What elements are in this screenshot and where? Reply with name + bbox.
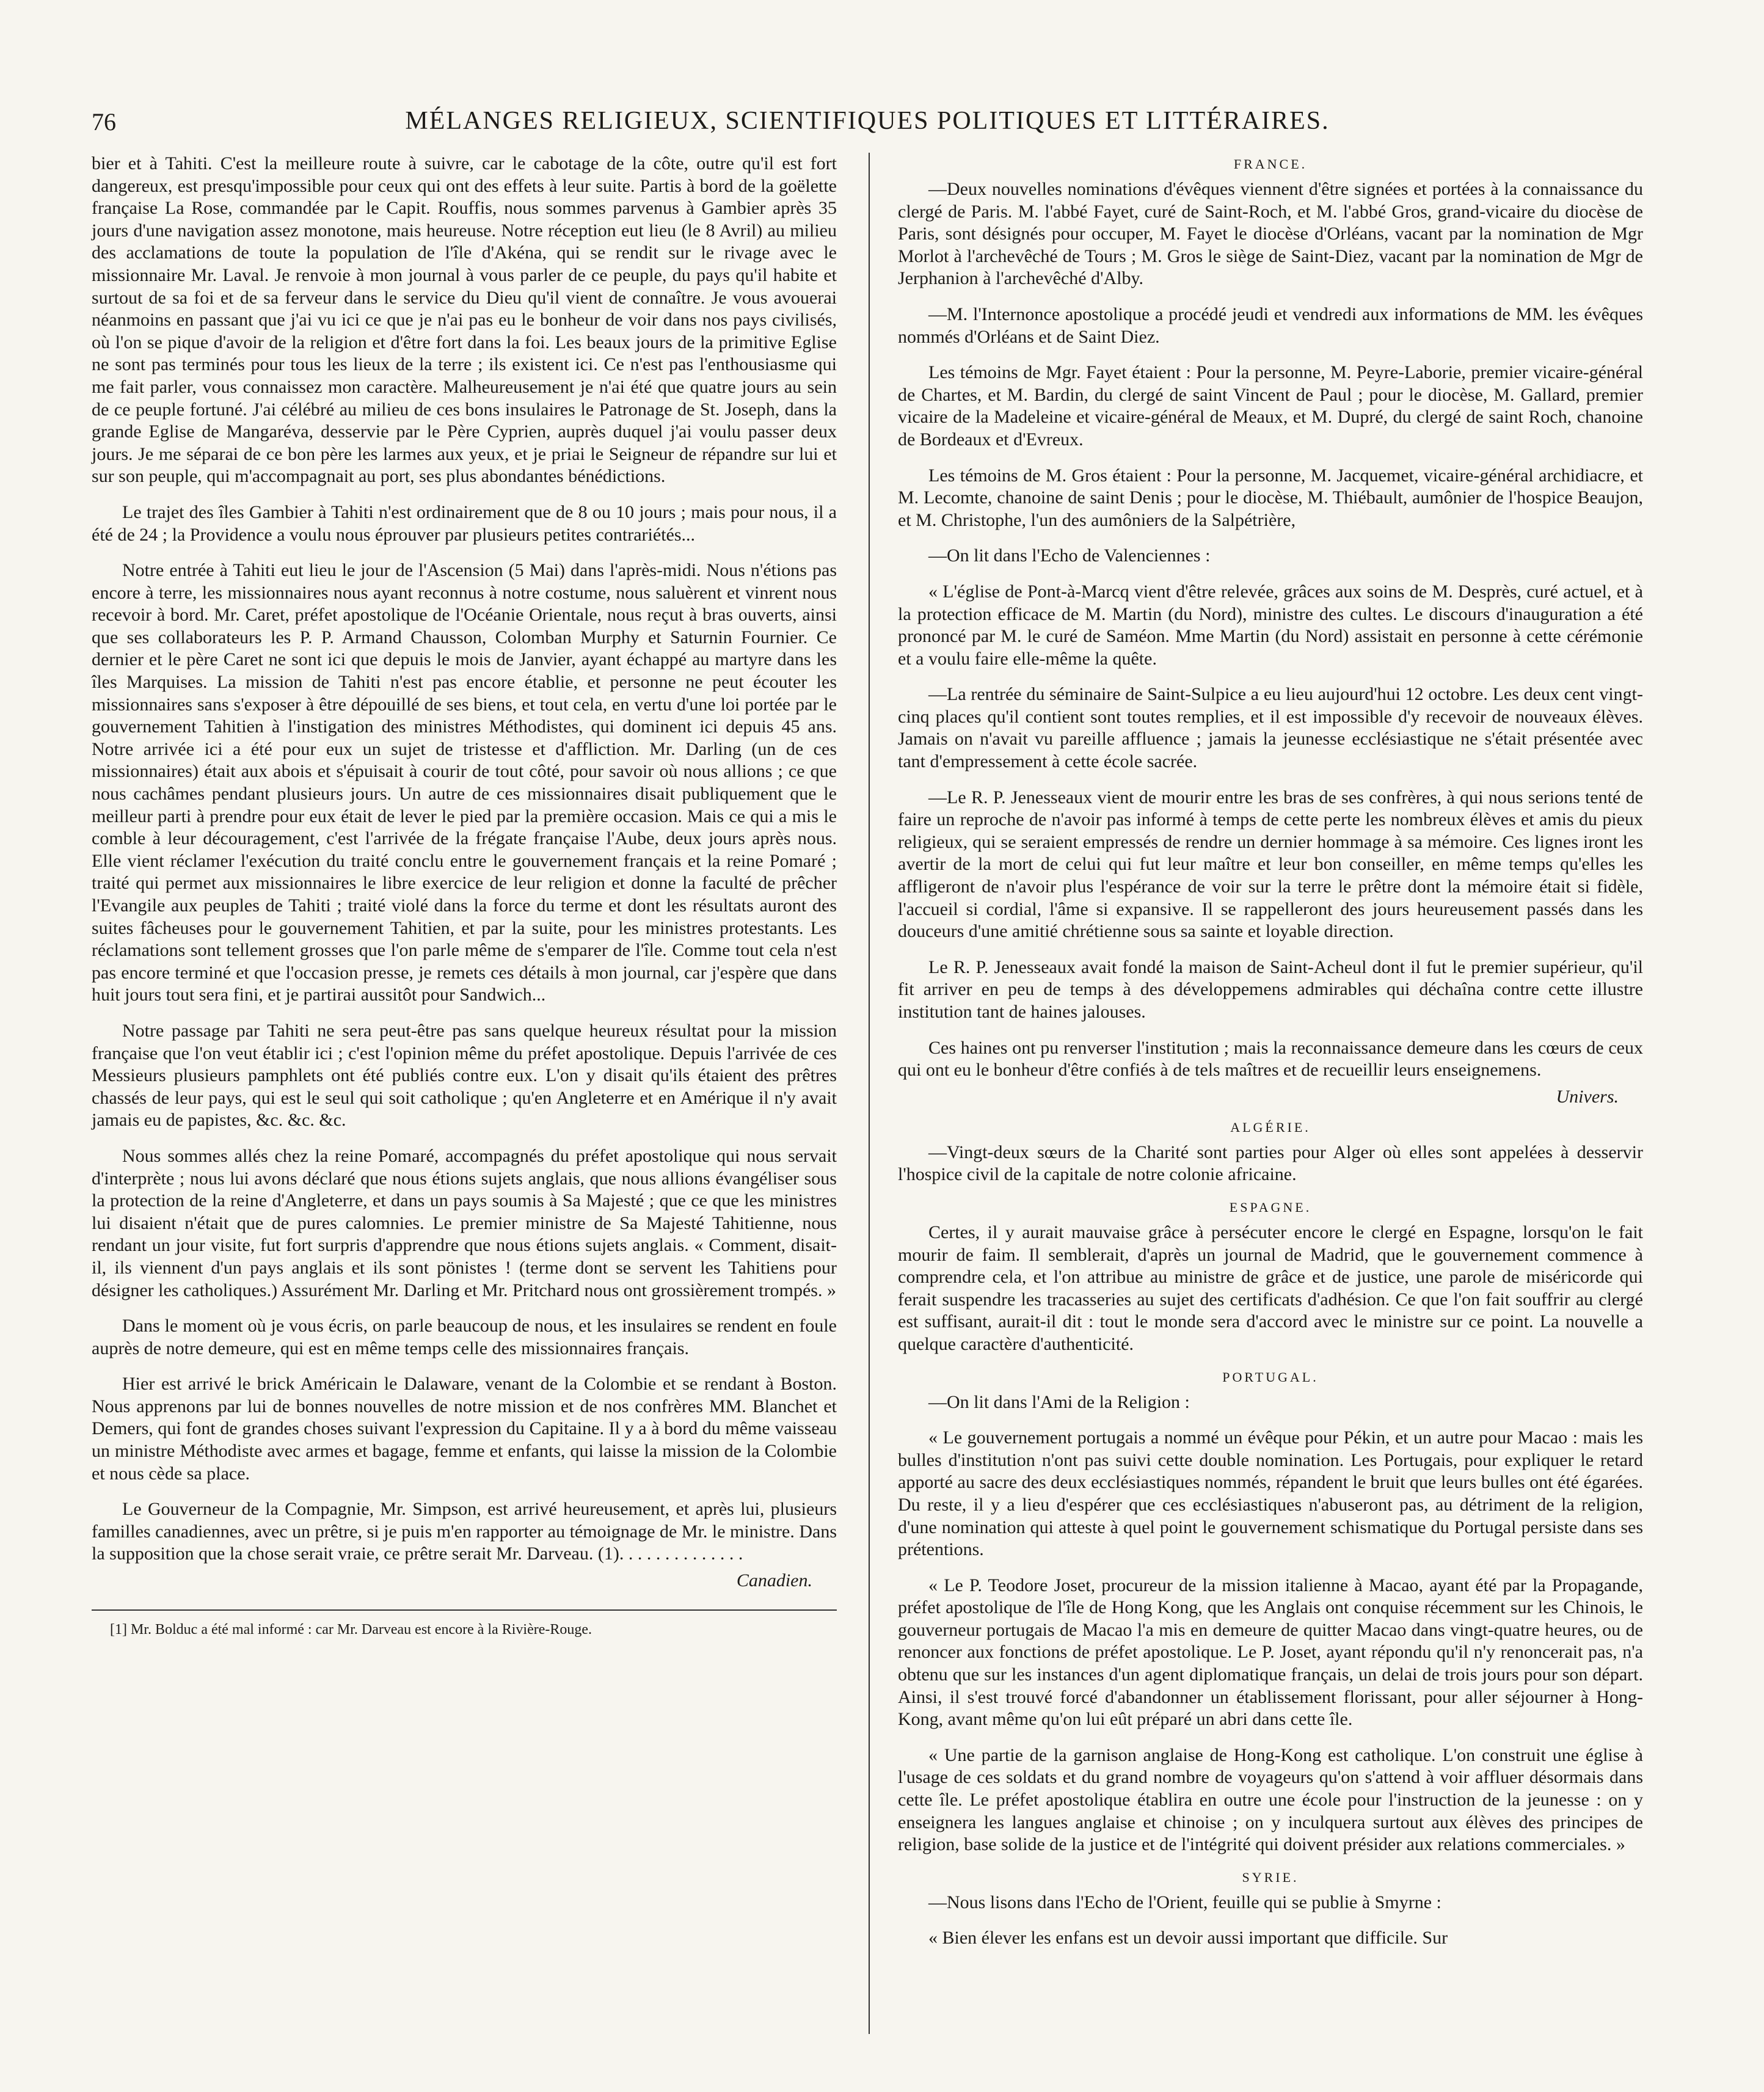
letter-paragraph: Notre passage par Tahiti ne sera peut-être pas sans quelque heureux résultat pour la mission française que l'on veut établir ici ; c'est l'opinion même du préfet apostolique. Depuis l'arrivée de ces Messieurs plusieurs pamphlets ont été publiés contre eux. L'on y disait qu'ils étaient des prêtres chassés de leur pays, qui est le seul qui soit catholique ; qu'en Angleterre et en Amérique il n'y avait jamais eu de papistes, &c. &c. &c.	[92, 1020, 837, 1131]
footnote-divider	[92, 1609, 837, 1611]
news-paragraph: —On lit dans l'Ami de la Religion :	[928, 1391, 1190, 1412]
news-paragraph: —M. l'Internonce apostolique a procédé jeudi et vendredi aux informations de MM. les évêques nommés d'Orléans et de Saint Diez.	[898, 304, 1643, 347]
news-paragraph: « Une partie de la garnison anglaise de Hong-Kong est catholique. L'on construit une église à l'usage de ces soldats et du grand nombre de voyageurs qu'on s'attend à voir affluer désormais dans cette île. Le préfet apostolique établira en outre une école pour l'instruction de la jeunesse : on y enseignera les langues anglaise et chinoise ; on y inculquera surtout aux élèves des principes de religion, base solide de la justice et de l'intégrité qui doivent présider aux relations commerciales. »	[898, 1744, 1643, 1855]
page-header	[92, 104, 1643, 140]
news-paragraph: Le R. P. Jenesseaux avait fondé la maison de Saint-Acheul dont il fut le premier supérieur, qu'il fit arriver en peu de temps à des développemens admirables qui déchaîna contre cette illustre institution tant de haines jalouses.	[898, 957, 1643, 1022]
news-paragraph: —Vingt-deux sœurs de la Charité sont parties pour Alger où elles sont appelées à desservir l'hospice civil de la capitale de notre colonie africaine.	[898, 1142, 1643, 1185]
news-paragraph: « Le P. Teodore Joset, procureur de la mission italienne à Macao, ayant été par la Propagande, préfet apostolique de l'île de Hong Kong, que les Anglais ont conquise récemment sur les Chinois, le gouverneur portugais de Macao l'a mis en demeure de quitter Macao dans vingt-quatre heures, ou de renoncer aux fonctions de préfet apostolique. Le P. Joset, ayant répondu qu'il n'y renoncerait pas, n'a obtenu que sur les instances d'un agent diplomatique français, un delai de trois jours pour son départ. Ainsi, il s'est trouvé forcé d'abandonner un établissement florissant, pour aller séjourner à Hong-Kong, avant même qu'on lui eût préparé un abri dans cette île.	[898, 1575, 1643, 1730]
letter-signature: Canadien.	[736, 1570, 812, 1591]
news-paragraph: Les témoins de M. Gros étaient : Pour la personne, M. Jacquemet, vicaire-général archidiacre, et M. Lecomte, chanoine de saint Denis ; pour le diocèse, M. Thiébault, aumônier de l'hospice Beaujon, et M. Christophe, l'un des aumôniers de la Salpétrière,	[898, 465, 1643, 530]
section-heading-espagne: ESPAGNE.	[1229, 1199, 1312, 1215]
news-paragraph: « Bien élever les enfans est un devoir aussi important que difficile. Sur	[928, 1928, 1448, 1948]
news-paragraph: « L'église de Pont-à-Marcq vient d'être relevée, grâces aux soins de M. Desprès, curé actuel, et à la protection efficace de M. Martin (du Nord), ministre des cultes. Le discours d'inauguration a été prononcé par M. le curé de Saméon. Mme Martin (du Nord) assistait en personne à cette cérémonie et a voulu faire elle-même la quête.	[898, 581, 1643, 669]
news-paragraph: Certes, il y aurait mauvaise grâce à persécuter encore le clergé en Espagne, lorsqu'on le fait mourir de faim. Il semblerait, d'après un journal de Madrid, que le gouvernement commence à comprendre cela, et l'on attribue au ministre de grâce et de justice, une parole de miséricorde qui ferait suspendre les tracasseries au sujet des certificats d'adhésion. Ce que l'on fait souffrir au clergé est suffisant, aurait-il dit : tout le monde sera d'accord avec le ministre sur ce point. La nouvelle a quelque caractère d'authenticité.	[898, 1222, 1643, 1354]
letter-paragraph: bier et à Tahiti. C'est la meilleure route à suivre, car le cabotage de la côte, outre qu'il est fort dangereux, est presqu'impossible pour ceux qui ont des effets à leur suite. Partis à bord de la goëlette française La Rose, commandée par le Capit. Rouffis, nous sommes parvenus à Gambier après 35 jours d'une navigation assez monotone, mais heureuse. Notre réception eut lieu (le 8 Avril) au milieu des acclamations de toute la population de l'île d'Akéna, qui se rendit sur le rivage avec le missionnaire Mr. Laval. Je renvoie à mon journal à vous parler de ce peuple, du pays qu'il habite et surtout de sa foi et de sa ferveur dans le service du Dieu qu'il vient de connaître. Je vous avouerai néanmoins en passant que j'ai vu ici ce que je n'ai pas eu le bonheur de voir dans nos pays civilisés, où l'on se pique d'avoir de la religion et d'être fort dans la foi. Les beaux jours de la primitive Eglise ne sont pas terminés pour tous les lieux de la terre ; ils existent ici. Ce n'est pas l'enthousiasme qui me fait parler, vous connaissez mon caractère. Malheureusement je n'ai été que quatre jours au sein de ce peuple fortuné. J'ai célébré au milieu de ces bons insulaires le Patronage de St. Joseph, dans la grande Eglise de Mangaréva, desservie par le Père Cyprien, auprès duquel j'ai voulu passer deux jours. Je me séparai de ce bon père les larmes aux yeux, et je priai le Seigneur de répandre sur lui et sur son peuple, qui m'accompagnait au port, ses plus abondantes bénédictions.	[92, 153, 837, 487]
news-paragraph: —On lit dans l'Echo de Valenciennes :	[928, 545, 1211, 566]
news-paragraph: « Le gouvernement portugais a nommé un évêque pour Pékin, et un autre pour Macao : mais les bulles d'institution n'ont pas suivi cette double nomination. Les Portugais, pour expliquer le retard apporté au sacre des deux ecclésiastiques nommés, répandent le bruit que leurs bulles ont été égarées. Du reste, il y a lieu d'espérer que ces ecclésiastiques n'abuseront pas, au détriment de la religion, d'une nomination qui atteste à quel point le gouvernement schismatique du Portugal persiste dans ses prétentions.	[898, 1427, 1643, 1560]
left-column	[92, 153, 837, 1652]
newspaper-page	[92, 104, 1643, 2052]
source-signature: Univers.	[1556, 1086, 1619, 1107]
right-column	[898, 153, 1643, 1963]
letter-paragraph: Notre entrée à Tahiti eut lieu le jour de l'Ascension (5 Mai) dans l'après-midi. Nous n'étions pas encore à terre, les missionnaires nous ayant reconnus à notre costume, nous saluèrent et vinrent nous recevoir à bord. Mr. Caret, préfet apostolique de l'Océanie Orientale, nous reçut à bras ouverts, ainsi que ses collaborateurs les P. P. Armand Chausson, Colomban Murphy et Saturnin Fournier. Ce dernier et le père Caret ne sont ici que depuis le mois de Janvier, ayant échappé au martyre dans les îles Marquises. La mission de Tahiti n'est pas encore établie, et personne ne peut écouter les missionnaires sans s'exposer à être dépouillé de ses biens, et tout cela, en vertu d'une loi portée par le gouvernement Tahitien à l'instigation des ministres Méthodistes, qui dominent ici depuis 45 ans. Notre arrivée ici a été pour eux un sujet de tristesse et d'affliction. Mr. Darling (un de ces missionnaires) était aux abois et s'épuisait à courir de tout côté, pour savoir où nous allions ; ce que nous cachâmes pendant plusieurs jours. Un autre de ces missionnaires disait publiquement que le meilleur parti à prendre pour eux était de lever le pied par la première occasion. Mais ce qui a mis le comble à leur découragement, c'est l'arrivée de la frégate française l'Aube, deux jours après nous. Elle vient réclamer l'exécution du traité conclu entre le gouvernement français et la reine Pomaré ; traité qui permet aux missionnaires le libre exercice de leur religion et donne la faculté de prêcher l'Evangile aux peuples de Tahiti ; traité violé dans la force du terme et dont les résultats auront des suites fâcheuses pour le gouvernement Tahitien, et par la suite, pour les ministres protestants. Les réclamations sont tellement grosses que l'on parle même de s'emparer de l'île. Comme tout cela n'est pas encore terminé et que l'occasion presse, je remets ces détails à mon journal, car j'espère que dans huit jours tout sera fini, et je partirai aussitôt pour Sandwich...	[92, 560, 837, 1005]
column-divider	[869, 153, 870, 2034]
section-heading-algerie: ALGÉRIE.	[1230, 1119, 1311, 1135]
footnote: [1] Mr. Bolduc a été mal informé : car Mr. Darveau est encore à la Rivière-Rouge.	[110, 1622, 592, 1638]
section-heading-france: FRANCE.	[1233, 156, 1308, 172]
section-heading-syrie: SYRIE.	[1242, 1869, 1299, 1885]
letter-paragraph: Hier est arrivé le brick Américain le Dalaware, venant de la Colombie et se rendant à Boston. Nous apprenons par lui de bonnes nouvelles de notre mission et de nos confrères MM. Blanchet et Demers, qui font de grandes choses suivant l'expression du Capitaine. Il y a à bord du même vaisseau un ministre Méthodiste avec armes et bagage, femme et enfants, qui laisse la mission de la Colombie et nous cède sa place.	[92, 1374, 837, 1484]
news-paragraph: —Nous lisons dans l'Echo de l'Orient, feuille qui se publie à Smyrne :	[928, 1892, 1441, 1912]
news-paragraph: —La rentrée du séminaire de Saint-Sulpice a eu lieu aujourd'hui 12 octobre. Les deux cent vingt-cinq places qu'il contient sont toutes remplies, et il est impossible d'y recevoir de nouveaux élèves. Jamais on n'avait vu pareille affluence ; jamais la jeunesse ecclésiastique ne s'était présentée avec tant d'empressement à cette école sacrée.	[898, 684, 1643, 772]
news-paragraph: Ces haines ont pu renverser l'institution ; mais la reconnaissance demeure dans les cœurs de ceux qui ont eu le bonheur d'être confiés à de tels maîtres et de recueillir leurs enseignemens.	[898, 1037, 1643, 1081]
news-paragraph: —Deux nouvelles nominations d'évêques viennent d'être signées et portées à la connaissance du clergé de Paris. M. l'abbé Fayet, curé de Saint-Roch, et M. l'abbé Gros, grand-vicaire du diocèse de Paris, sont désignés pour occuper, M. Fayet le diocèse d'Orléans, vacant par la nomination de Mgr Morlot à l'archevêché de Tours ; M. Gros le siège de Saint-Diez, vacant par la nomination de Mgr de Jerphanion à l'archevêché d'Alby.	[898, 179, 1643, 289]
news-paragraph: Les témoins de Mgr. Fayet étaient : Pour la personne, M. Peyre-Laborie, premier vicaire-général de Chartes, et M. Bardin, du clergé de saint Vincent de Paul ; pour le diocèse, M. Gallard, premier vicaire de la Madeleine et vicaire-général de Meaux, et M. Dupré, du clergé de saint Roch, chanoine de Bordeaux et d'Evreux.	[898, 362, 1643, 450]
letter-paragraph: Le Gouverneur de la Compagnie, Mr. Simpson, est arrivé heureusement, et après lui, plusieurs familles canadiennes, avec un prêtre, si je puis m'en rapporter au témoignage de Mr. le ministre. Dans la supposition que la chose serait vraie, ce prêtre serait Mr. Darveau. (1). . . . . . . . . . . . . .	[92, 1499, 837, 1564]
running-title: MÉLANGES RELIGIEUX, SCIENTIFIQUES POLITIQUES ET LITTÉRAIRES.	[405, 107, 1330, 135]
letter-paragraph: Le trajet des îles Gambier à Tahiti n'est ordinairement que de 8 ou 10 jours ; mais pour nous, il a été de 24 ; la Providence a voulu nous éprouver par plusieurs petites contrariétés...	[92, 501, 837, 545]
news-paragraph: —Le R. P. Jenesseaux vient de mourir entre les bras de ses confrères, à qui nous serions tenté de faire un reproche de n'avoir pas informé à temps de cette perte les nombreux élèves et amis du pieux religieux, qui se seraient empressés de rendre un dernier hommage à sa mémoire. Ces lignes iront les avertir de la mort de celui qui fut leur maître et leur bon conseiller, en même temps qu'elles les affligeront de n'avoir plus l'espérance de voir sur la terre le prêtre dont la mémoire était si fidèle, l'accueil si cordial, l'âme si expansive. Il se rappelleront des jours heureusement passés dans les douceurs d'une amitié chrétienne sous sa sainte et loyable direction.	[898, 787, 1643, 942]
letter-paragraph: Nous sommes allés chez la reine Pomaré, accompagnés du préfet apostolique qui nous servait d'interprète ; nous lui avons déclaré que nous étions sujets anglais, que nous allions évangéliser sous la protection de la reine d'Angleterre, et dans un pays soumis à Sa Majesté ; que ce que les ministres lui disaient n'était que de pures calomnies. Le premier ministre de Sa Majesté Tahitienne, nous rendant un jour visite, fut fort surpris d'apprendre que nous étions sujets anglais. « Comment, disait-il, ils viennent d'un pays anglais et ils sont pönistes ! (terme dont se servent les Tahitiens pour désigner les catholiques.) Assurément Mr. Darling et Mr. Pritchard nous ont grossièrement trompés. »	[92, 1145, 837, 1300]
page-number: 76	[92, 108, 116, 136]
letter-paragraph: Dans le moment où je vous écris, on parle beaucoup de nous, et les insulaires se rendent en foule auprès de notre demeure, qui est en même temps celle des missionnaires français.	[92, 1316, 837, 1358]
section-heading-portugal: PORTUGAL.	[1222, 1369, 1319, 1385]
